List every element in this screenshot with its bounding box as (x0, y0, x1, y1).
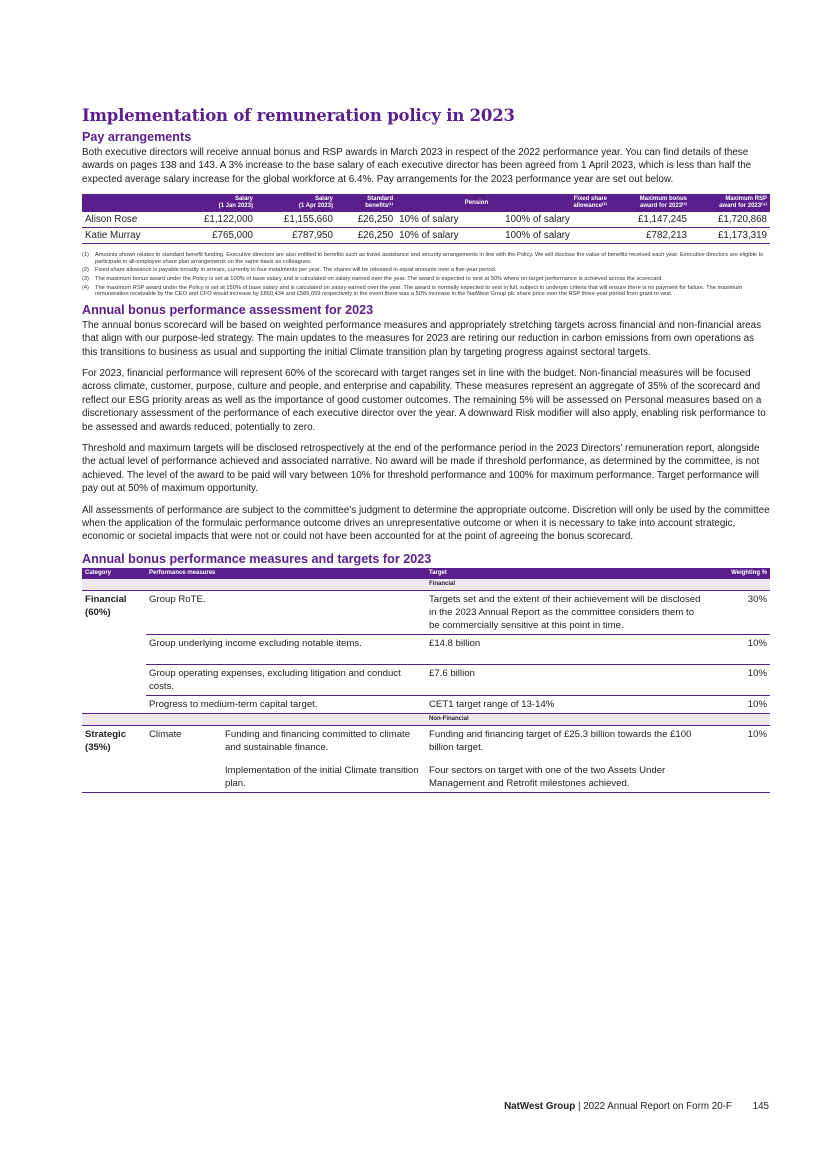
pay-cell: 10% of salary (396, 228, 491, 244)
pay-col-benefits: Standard benefits⁽¹⁾ (336, 194, 396, 212)
bonus-heading: Annual bonus performance assessment for 2023 (82, 302, 374, 317)
bonus-paragraph: Threshold and maximum targets will be disclosed retrospectively at the end of the performance period in the 2023 Directors’ remuneration report, alongside the actual level of performance achieved and associated narrative. No award will be made if threshold performance, as determined by the committee, is not achieved. The level of the award to be paid will vary between 10% for threshold performance and 100% for maximum performance. Target performance will pay out at 50% of maximum opportunity. (82, 443, 760, 495)
page-number: 145 (752, 1101, 769, 1112)
pay-cell: £1,155,660 (256, 212, 336, 228)
measures-heading: Annual bonus performance measures and targets for 2023 (82, 551, 432, 566)
pay-cell: 100% of salary (491, 212, 610, 228)
pay-cell: 10% of salary (396, 212, 491, 228)
measures-col-target: Target (426, 568, 704, 579)
pay-cell: £26,250 (336, 212, 396, 228)
measure-cell: Group operating expenses, excluding litigation and conduct costs. (146, 664, 426, 695)
section-label-nonfinancial: Non-Financial (426, 713, 770, 725)
bonus-paragraph: All assessments of performance are subject to the committee’s judgment to determine the appropriate outcome. Discretion will only be used by the committee when the application of the formulaic performance outcome drives an unrepresentative outcome or when it is necessary to take into account strategic, economic or societal impacts that were not or could not have been accounted for at the point of agreeing the bonus scorecard. (82, 504, 770, 543)
measures-col-category: Category (82, 568, 146, 579)
pay-cell: £26,250 (336, 228, 396, 244)
target-cell: Targets set and the extent of their achievement will be disclosed in the 2023 Annual Report as the committee considers them to be commercially sensitive at this point in time. (426, 590, 704, 634)
footnote-text: The maximum bonus award under the Policy is set at 100% of base salary and is calculated on salary earned over the year. The award is expected to vest at 50% where on-target performance is achieved across the scorecard. (95, 276, 663, 282)
section-row-nonfinancial (82, 713, 770, 725)
table-row (82, 634, 770, 664)
weight-cell: 10% (704, 695, 770, 713)
pay-heading: Pay arrangements (82, 130, 192, 144)
weight-cell: 10% (704, 664, 770, 695)
pay-col-salary-jan: Salary (1 Jan 2023) (176, 194, 256, 212)
pay-cell: £1,122,000 (176, 212, 256, 228)
page-footer (504, 1101, 769, 1112)
pay-cell: Alison Rose (82, 212, 176, 228)
footer-brand: NatWest Group (504, 1101, 576, 1112)
footnote-text: Fixed share allowance is payable broadly in arrears, currently in four instalments per year. The shares will be released in equal amounts over a five-year period. (95, 267, 497, 274)
footnote (82, 252, 770, 265)
table-row (82, 695, 770, 713)
measures-table-header (82, 568, 770, 579)
bonus-paragraph: The annual bonus scorecard will be based on weighted performance measures and appropriately stretching targets across financial and non-financial areas that align with our purpose-led strategy. The main updates to the measures for 2023 are retiring our reduction in carbon emissions from own operations as this transitions to business as usual and supporting the initial Climate transition plan by targeting progress against sectoral targets. (82, 319, 762, 358)
pay-cell: £1,147,245 (610, 212, 690, 228)
pay-table-header (82, 194, 770, 212)
pay-cell: £782,213 (610, 228, 690, 244)
pay-col-max-bonus: Maximum bonus award for 2023⁽³⁾ (610, 194, 690, 212)
area-climate: Climate (146, 725, 222, 792)
pay-col-salary-apr: Salary (1 Apr 2023) (256, 194, 336, 212)
pay-col-pension: Pension (396, 194, 491, 212)
table-row (82, 590, 770, 634)
measures-table (82, 568, 770, 793)
table-row (82, 212, 770, 228)
pay-col-max-rsp: Maximum RSP award for 2023⁽⁴⁾ (690, 194, 770, 212)
pay-cell: Katie Murray (82, 228, 176, 244)
weight-cell: 30% (704, 590, 770, 634)
weight-cell: 10% (704, 634, 770, 664)
pay-cell: £787,950 (256, 228, 336, 244)
pay-cell: £765,000 (176, 228, 256, 244)
pay-intro: Both executive directors will receive annual bonus and RSP awards in March 2023 in respect of the 2022 performance year. You can find details of these awards on pages 138 and 143. A 3% increase to the base salary of each executive director has been agreed from 1 April 2023, which is less than half the expected average salary increase for the global workforce at 6.4%. Pay arrangements for the 2023 performance year are set out below. (82, 147, 752, 185)
footnote-text: Amounts shown relates to standard benefit funding. Executive directors are also entitled to benefits such as travel assistance and security arrangements in line with the Policy. We will disclose the value of benefits received each year. Executive directors are eligible to participate in all-employee share plan arrangements on the same basis as colleagues. (95, 252, 764, 265)
page-content (82, 106, 770, 793)
footnote-number: (2) (82, 267, 89, 274)
table-row (82, 228, 770, 244)
section-row-financial (82, 579, 770, 591)
measure-cell: Implementation of the initial Climate transition plan. (222, 762, 426, 793)
measures-col-measures: Performance measures (146, 568, 426, 579)
measure-cell: Funding and financing committed to climate and sustainable finance. (225, 728, 411, 753)
footnote (82, 267, 770, 274)
pay-cell: 100% of salary (491, 228, 610, 244)
target-cell: £14.8 billion (426, 634, 704, 664)
target-cell: £7.6 billion (426, 664, 704, 695)
pay-cell: £1,173,319 (690, 228, 770, 244)
weight-cell (704, 762, 770, 793)
bonus-paragraph: For 2023, financial performance will represent 60% of the scorecard with target ranges set in line with the budget. Non-financial measures will be focused across climate, customer, purpose, culture and people, and enterprise and capability. These measures represent an aggregate of 35% of the scorecard and reflect our ESG priority areas as well as the importance of good customer outcomes. The remaining 5% will be assessed on Personal measures based on a discretionary assessment of the performance of each executive director over the year. A downward Risk modifier will also apply, enabling risk performance to be assessed and awards reduced, potentially to zero. (82, 368, 766, 433)
footnote (82, 276, 770, 283)
footnote-number: (4) (82, 284, 89, 291)
footnote-text: The maximum RSP award under the Policy is set at 150% of base salary and is calculated on salary earned over the year. The award is normally expected to vest in full, subject to underpin criteria that will ensure there is no payment for failure. The maximum remuneration receivable by the CEO and CFO would increase by £860,434 and £586,659 respectively in the event there was a 50% increase in the NatWest Group plc share price over the RSP three-year period from grant to vest. (95, 284, 743, 298)
table-row (82, 725, 770, 762)
page-title: Implementation of remuneration policy in 2023 (82, 106, 515, 125)
category-financial: Financial (60%) (82, 590, 146, 713)
table-row (82, 664, 770, 695)
section-label-financial: Financial (426, 579, 770, 591)
target-cell: CET1 target range of 13-14% (426, 695, 704, 713)
target-cell: Funding and financing target of £25.3 billion towards the £100 billion target. (429, 728, 692, 753)
footer-separator: | (575, 1101, 584, 1112)
footer-report: 2022 Annual Report on Form 20-F (583, 1101, 732, 1112)
weight-cell: 10% (747, 728, 767, 740)
footnote-number: (1) (82, 252, 89, 259)
footnote (82, 285, 770, 298)
pay-footnotes (82, 252, 770, 298)
category-strategic: Strategic (35%) (82, 725, 146, 792)
measures-col-weighting: Weighting % (704, 568, 770, 579)
pay-col-fsa: Fixed share allowance⁽²⁾ (491, 194, 610, 212)
measure-cell: Group underlying income excluding notable items. (146, 634, 426, 664)
measure-cell: Progress to medium-term capital target. (146, 695, 426, 713)
pay-col-name (82, 194, 176, 212)
footnote-number: (3) (82, 276, 89, 282)
pay-cell: £1,720,868 (690, 212, 770, 228)
pay-table (82, 194, 770, 244)
measure-cell: Group RoTE. (146, 590, 426, 634)
target-cell: Four sectors on target with one of the two Assets Under Management and Retrofit milestones achieved. (426, 762, 704, 793)
